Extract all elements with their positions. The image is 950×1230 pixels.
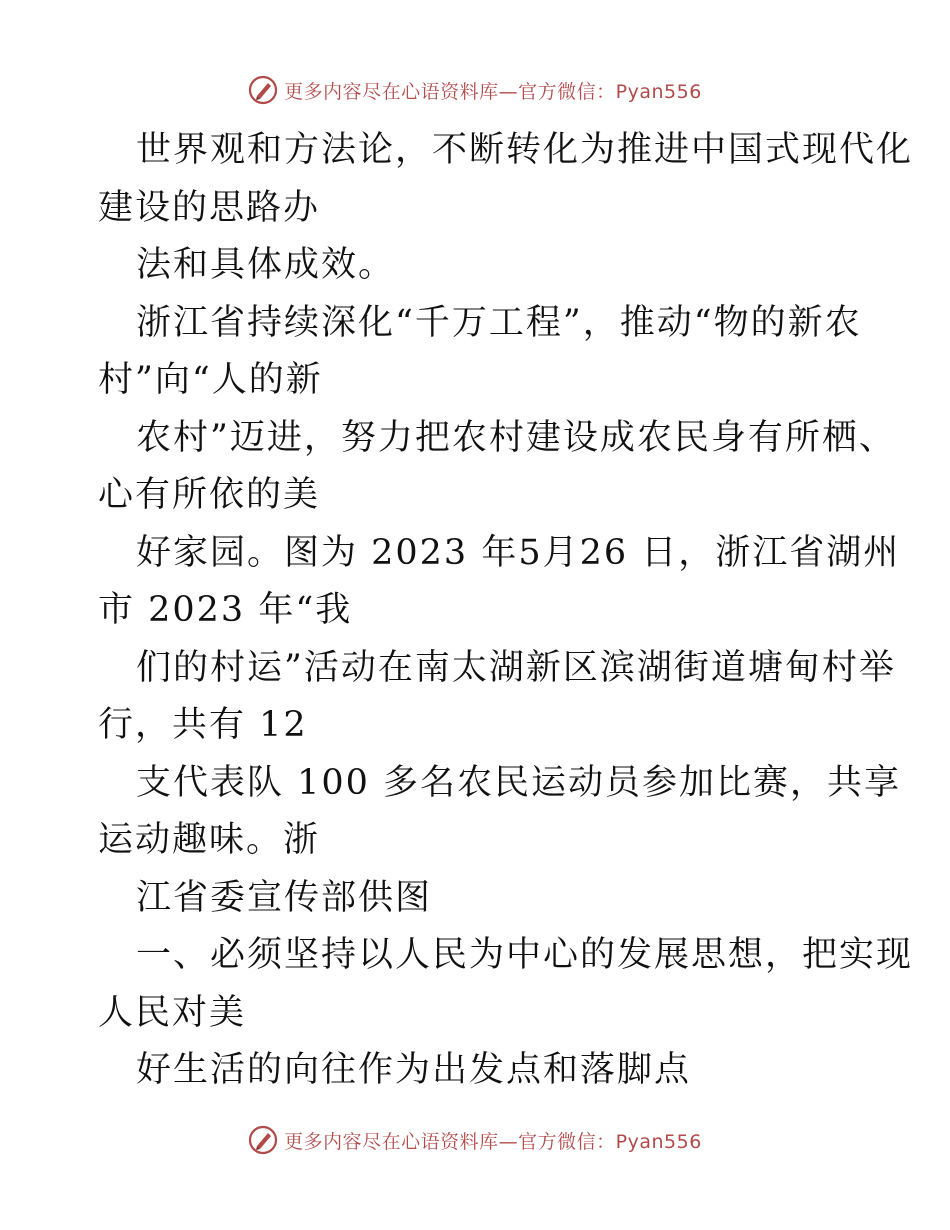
pen-seal-icon bbox=[248, 75, 278, 105]
body-text-line: 市 2023 年“我 bbox=[98, 590, 353, 630]
document-body bbox=[98, 122, 914, 1100]
body-text-line: 好生活的向往作为出发点和落脚点 bbox=[136, 1050, 692, 1090]
body-text-line: 一、必须坚持以人民为中心的发展思想，把实现 bbox=[136, 935, 914, 975]
body-text-line: 江省委宣传部供图 bbox=[136, 877, 433, 918]
body-text-line: 支代表队 100 多名农民运动员参加比赛，共享 bbox=[136, 762, 902, 803]
body-text-line: 们的村运”活动在南太湖新区滨湖街道塘甸村举 bbox=[136, 647, 896, 688]
body-text-line: 心有所依的美 bbox=[98, 475, 321, 515]
body-text-line: 法和具体成效。 bbox=[136, 245, 396, 285]
body-text-line: 行，共有 12 bbox=[98, 705, 308, 745]
body-text-line: 运动趣味。浙 bbox=[98, 820, 321, 860]
body-text-line: 人民对美 bbox=[98, 992, 247, 1033]
header-banner bbox=[0, 72, 950, 108]
body-text-line: 建设的思路办 bbox=[98, 187, 321, 228]
body-text-line: 浙江省持续深化“千万工程”，推动“物的新农 bbox=[136, 302, 862, 343]
body-text-line: 世界观和方法论，不断转化为推进中国式现代化 bbox=[136, 130, 914, 170]
pen-seal-icon bbox=[248, 1125, 278, 1155]
body-text-line: 好家园。图为 2023 年5月26 日，浙江省湖州 bbox=[136, 532, 901, 573]
footer-banner-text: 更多内容尽在心语资料库—官方微信：Pyan556 bbox=[284, 1130, 702, 1153]
body-text-line: 农村”迈进，努力把农村建设成农民身有所栖、 bbox=[136, 417, 896, 458]
header-banner-text: 更多内容尽在心语资料库—官方微信：Pyan556 bbox=[284, 80, 702, 103]
footer-banner bbox=[0, 1122, 950, 1158]
body-text-line: 村”向“人的新 bbox=[98, 360, 323, 400]
